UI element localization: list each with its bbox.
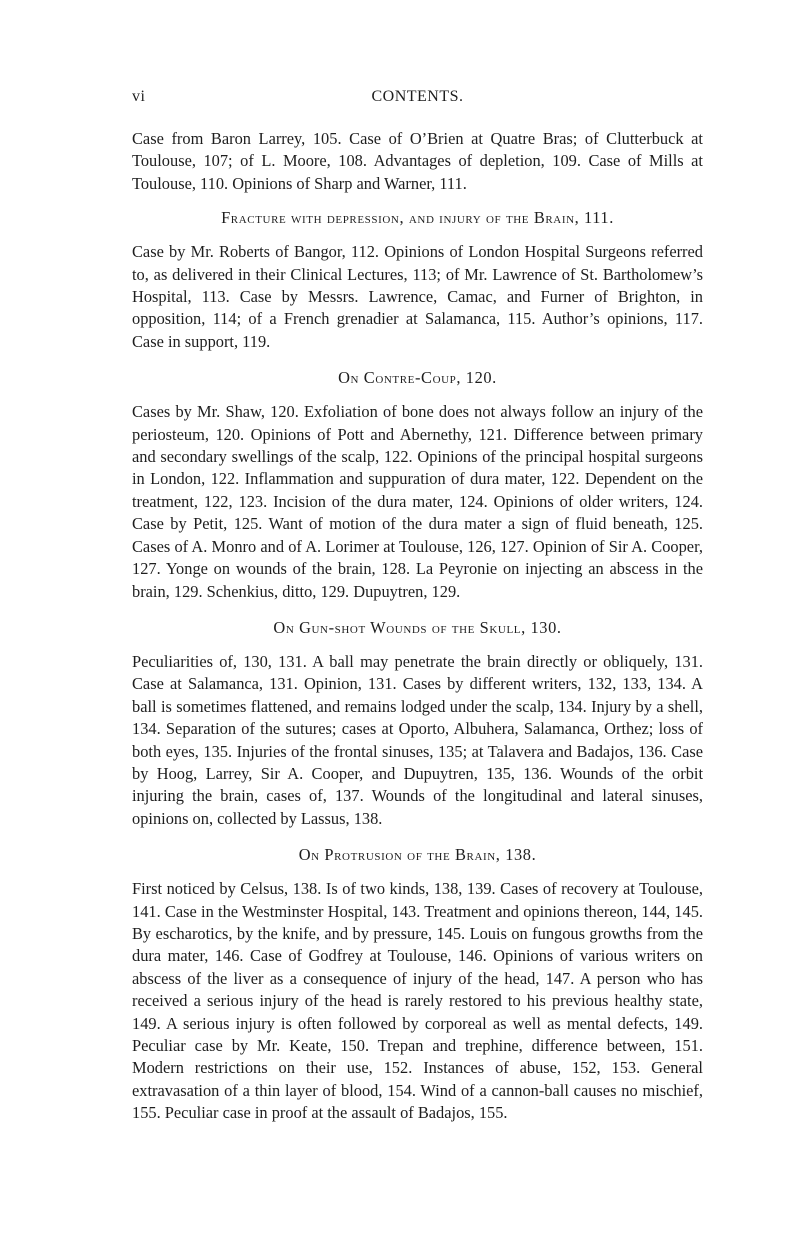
contents-paragraph: First noticed by Celsus, 138. Is of two kinds, 138, 139. Cases of recovery at Toulouse, 141. Case in the Westminster Hospital, 143. Treatment and opinions thereon, 144, 145. By escharotics, by the knife, and by pressure, 145. Louis on fungous growths from the dura mater, 146. Case of Godfrey at Toulouse, 146. Opinions of various writers on abscess of the liver as a consequence of injury of the head, 147. A person who has received a serious injury of the head is rarely restored to his previous healthy state, 149. A serious injury is often followed by corporeal as well as mental defects, 149. Peculiar case by Mr. Keate, 150. Trepan and trephine, difference between, 151. Modern restrictions on their use, 152. Instances of abuse, 152, 153. General extravasation of a thin layer of blood, 154. Wind of a cannon-ball causes no mischief, 155. Peculiar case in proof at the assault of Badajos, 155.	[132, 879, 703, 1123]
running-head	[132, 88, 703, 112]
section-heading: On Protrusion of the Brain, 138.	[298, 845, 537, 865]
contents-paragraph: Peculiarities of, 130, 131. A ball may penetrate the brain directly or obliquely, 131. Case at Salamanca, 131. Opinion, 131. Cases by different writers, 132, 133, 134. A ball is sometimes flattened, and remains lodged under the scalp, 134. Injury by a shell, 134. Separation of the sutures; cases at Oporto, Albuhera, Salamanca, Orthez; loss of both eyes, 135. Injuries of the frontal sinuses, 135; at Talavera and Badajos, 136. Case by Hoog, Larrey, Sir A. Cooper, and Dupuytren, 135, 136. Wounds of the orbit injuring the brain, cases of, 137. Wounds of the longitudinal and lateral sinuses, opinions on, collected by Lassus, 138.	[132, 651, 703, 828]
section-heading: Fracture with depression, and injury of the Brain, 111.	[221, 208, 614, 228]
section-heading: On Gun-shot Wounds of the Skull, 130.	[273, 617, 562, 637]
running-title: CONTENTS.	[371, 88, 464, 105]
section-heading: On Contre-Coup, 120.	[338, 368, 497, 388]
contents-paragraph: Cases by Mr. Shaw, 120. Exfoliation of bone does not always follow an injury of the periosteum, 120. Opinions of Pott and Abernethy, 121. Difference between primary and secondary swellings of the scalp, 122. Opinions of the principal hospital surgeons in London, 122. Inflammation and suppuration of dura mater, 122. Dependent on the treatment, 122, 123. Incision of the dura mater, 124. Opinions of older writers, 124. Case by Petit, 125. Want of motion of the dura mater a sign of fluid beneath, 125. Cases of A. Monro and of A. Lorimer at Toulouse, 126, 127. Opinion of Sir A. Cooper, 127. Yonge on wounds of the brain, 128. La Peyronie on injecting an abscess in the brain, 129. Schenkius, ditto, 129. Dupuytren, 129.	[132, 402, 703, 601]
contents-paragraph: Case from Baron Larrey, 105. Case of O’Brien at Quatre Bras; of Clutterbuck at Toulouse, 107; of L. Moore, 108. Advantages of depletion, 109. Case of Mills at Toulouse, 110. Opinions of Sharp and Warner, 111.	[132, 129, 703, 193]
contents-body	[132, 128, 703, 1125]
contents-paragraph: Case by Mr. Roberts of Bangor, 112. Opinions of London Hospital Surgeons referred to, as delivered in their Clinical Lectures, 113; of Mr. Lawrence of St. Bartholomew’s Hospital, 113. Case by Messrs. Lawrence, Camac, and Furner of Brighton, in opposition, 114; of a French grenadier at Salamanca, 115. Author’s opinions, 117. Case in support, 119.	[132, 242, 703, 351]
page-number: vi	[132, 88, 146, 105]
